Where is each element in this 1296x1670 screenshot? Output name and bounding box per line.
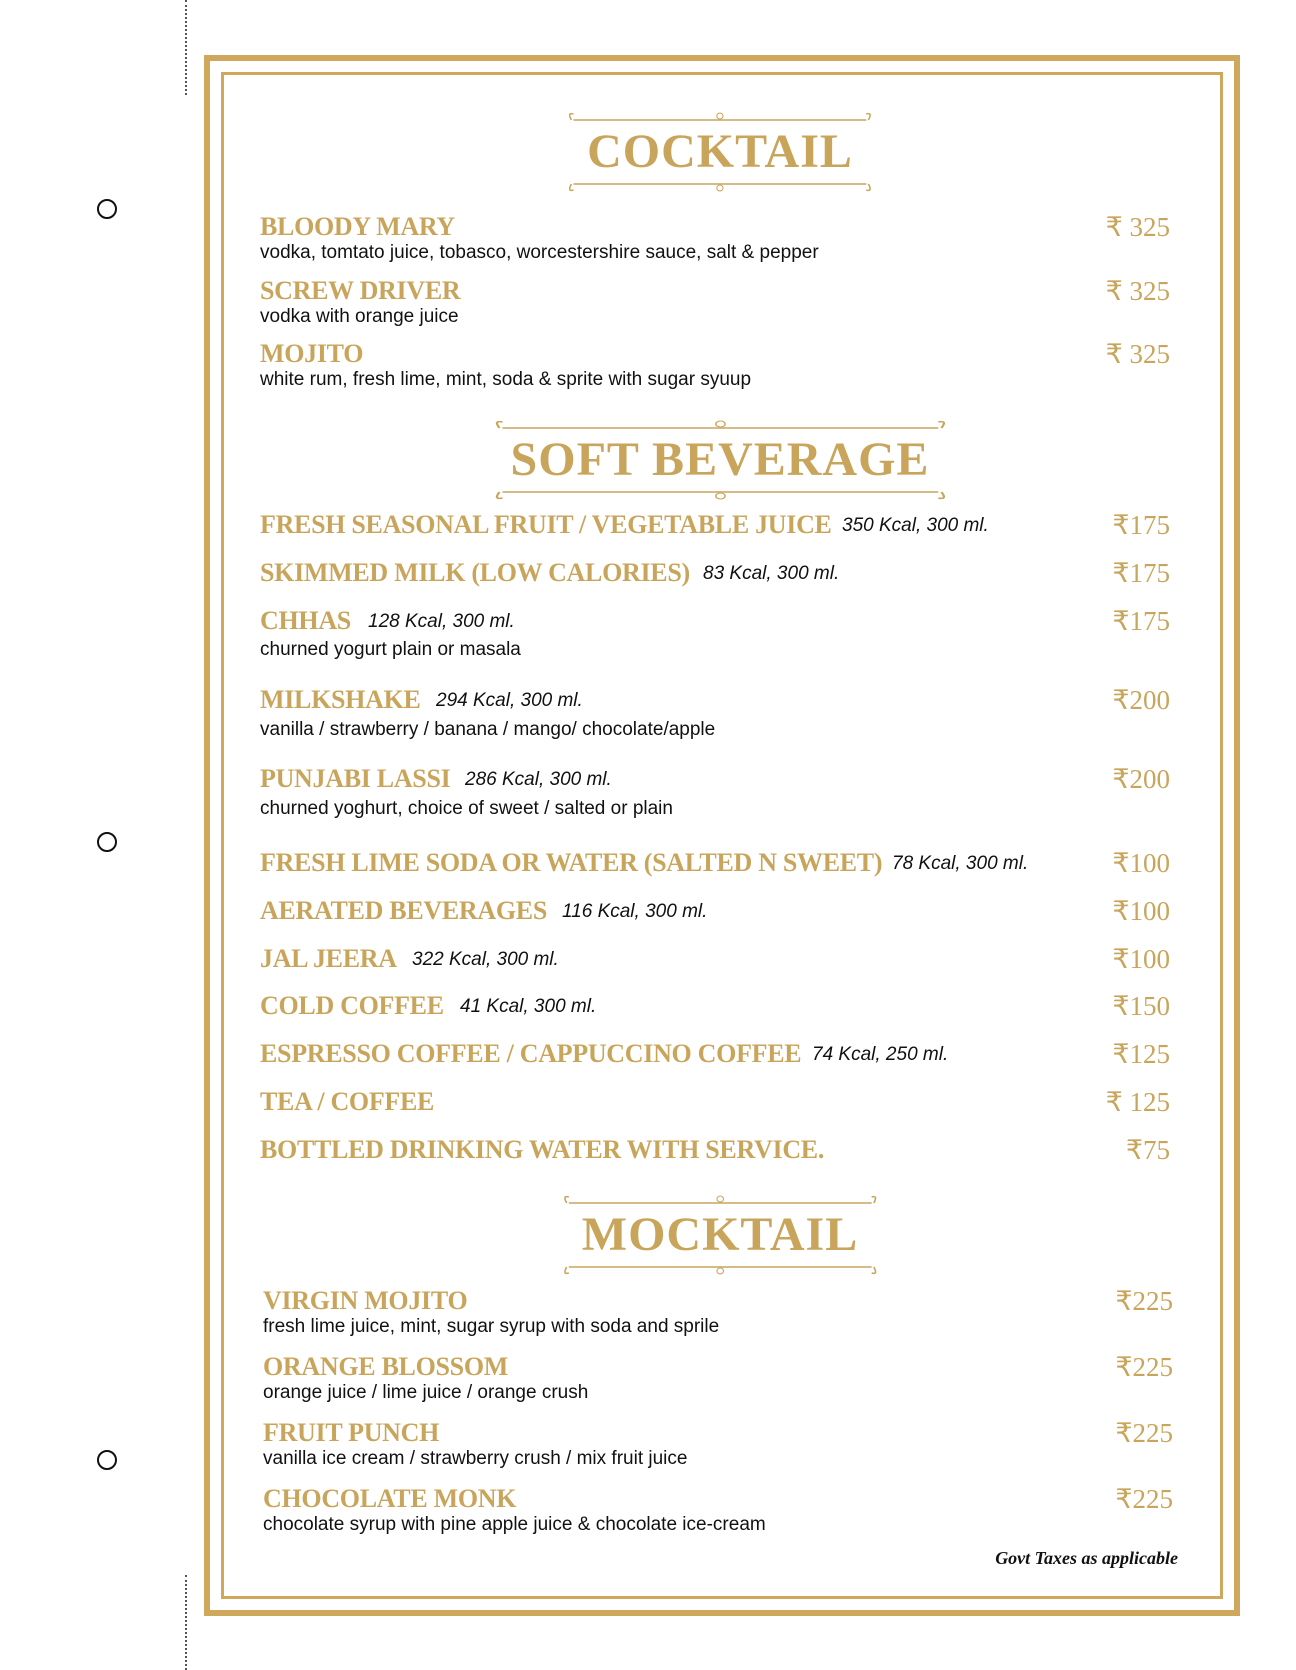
tax-footnote: Govt Taxes as applicable — [995, 1548, 1178, 1568]
item-name: FRESH SEASONAL FRUIT / VEGETABLE JUICE — [260, 510, 832, 539]
section-heading-cocktail — [470, 110, 970, 194]
scroll-ornament-icon — [558, 1193, 882, 1213]
item-name: BLOODY MARY — [260, 212, 455, 241]
item-price: ₹225 — [1115, 1286, 1173, 1316]
item-name: TEA / COFFEE — [260, 1087, 435, 1116]
item-price: ₹100 — [1112, 848, 1170, 878]
item-price: ₹75 — [1125, 1135, 1170, 1165]
item-price: ₹125 — [1112, 1039, 1170, 1069]
item-name: PUNJABI LASSI — [260, 764, 451, 793]
section-heading-soft-beverage — [420, 418, 1020, 502]
item-price: ₹ 125 — [1105, 1087, 1170, 1117]
item-price: ₹ 325 — [1105, 339, 1170, 369]
item-name: SKIMMED MILK (LOW CALORIES) — [260, 558, 690, 587]
item-description: chocolate syrup with pine apple juice & chocolate ice-cream — [263, 1514, 766, 1535]
item-description: fresh lime juice, mint, sugar syrup with soda and sprile — [263, 1316, 720, 1337]
item-description: white rum, fresh lime, mint, soda & sprite with sugar syuup — [260, 369, 752, 390]
item-description: vanilla ice cream / strawberry crush / mix fruit juice — [263, 1448, 688, 1469]
item-name: COLD COFFEE — [260, 991, 444, 1020]
item-description: churned yoghurt, choice of sweet / salted or plain — [260, 798, 673, 819]
item-nutrition: 78 Kcal, 300 ml. — [892, 853, 1029, 874]
item-nutrition: 74 Kcal, 250 ml. — [812, 1044, 949, 1065]
item-price: ₹ 325 — [1105, 212, 1170, 242]
item-description: vodka, tomtato juice, tobasco, worcestershire sauce, salt & pepper — [260, 242, 819, 263]
item-name: CHOCOLATE MONK — [263, 1484, 517, 1513]
item-price: ₹225 — [1115, 1418, 1173, 1448]
item-price: ₹ 325 — [1105, 276, 1170, 306]
item-nutrition: 286 Kcal, 300 ml. — [465, 769, 612, 790]
item-description: churned yogurt plain or masala — [260, 639, 521, 660]
item-nutrition: 41 Kcal, 300 ml. — [460, 996, 597, 1017]
item-name: JAL JEERA — [260, 944, 397, 973]
scroll-ornament-icon — [487, 482, 954, 502]
item-price: ₹100 — [1112, 896, 1170, 926]
item-price: ₹200 — [1112, 764, 1170, 794]
item-nutrition: 116 Kcal, 300 ml. — [562, 901, 708, 922]
item-price: ₹225 — [1115, 1352, 1173, 1382]
item-nutrition: 128 Kcal, 300 ml. — [368, 611, 515, 632]
section-title: MOCKTAIL — [581, 1208, 859, 1261]
item-name: ESPRESSO COFFEE / CAPPUCCINO COFFEE — [260, 1039, 802, 1068]
item-name: MOJITO — [260, 339, 364, 368]
item-nutrition: 322 Kcal, 300 ml. — [412, 949, 559, 970]
item-description: orange juice / lime juice / orange crush — [263, 1382, 589, 1403]
item-description: vanilla / strawberry / banana / mango/ chocolate/apple — [260, 719, 716, 740]
item-price: ₹200 — [1112, 685, 1170, 715]
item-price: ₹175 — [1112, 606, 1170, 636]
item-name: CHHAS — [260, 606, 351, 635]
item-nutrition: 83 Kcal, 300 ml. — [703, 563, 840, 584]
scroll-ornament-icon — [563, 174, 877, 194]
scroll-ornament-icon — [487, 418, 954, 438]
item-nutrition: 294 Kcal, 300 ml. — [436, 690, 583, 711]
item-name: MILKSHAKE — [260, 685, 421, 714]
item-name: VIRGIN MOJITO — [263, 1286, 468, 1315]
item-name: AERATED BEVERAGES — [260, 896, 547, 925]
item-nutrition: 350 Kcal, 300 ml. — [842, 515, 989, 536]
scroll-ornament-icon — [558, 1257, 882, 1277]
item-price: ₹150 — [1112, 991, 1170, 1021]
item-name: ORANGE BLOSSOM — [263, 1352, 509, 1381]
item-description: vodka with orange juice — [260, 306, 459, 327]
item-price: ₹225 — [1115, 1484, 1173, 1514]
item-price: ₹175 — [1112, 510, 1170, 540]
item-price: ₹175 — [1112, 558, 1170, 588]
section-title: SOFT BEVERAGE — [510, 433, 930, 486]
section-heading-mocktail — [460, 1193, 980, 1277]
item-name: FRUIT PUNCH — [263, 1418, 440, 1447]
item-name: FRESH LIME SODA OR WATER (SALTED N SWEET) — [260, 848, 883, 877]
item-price: ₹100 — [1112, 944, 1170, 974]
scroll-ornament-icon — [563, 110, 877, 130]
item-name: SCREW DRIVER — [260, 276, 461, 305]
section-title: COCKTAIL — [587, 125, 853, 178]
item-name: BOTTLED DRINKING WATER WITH SERVICE. — [260, 1135, 825, 1164]
